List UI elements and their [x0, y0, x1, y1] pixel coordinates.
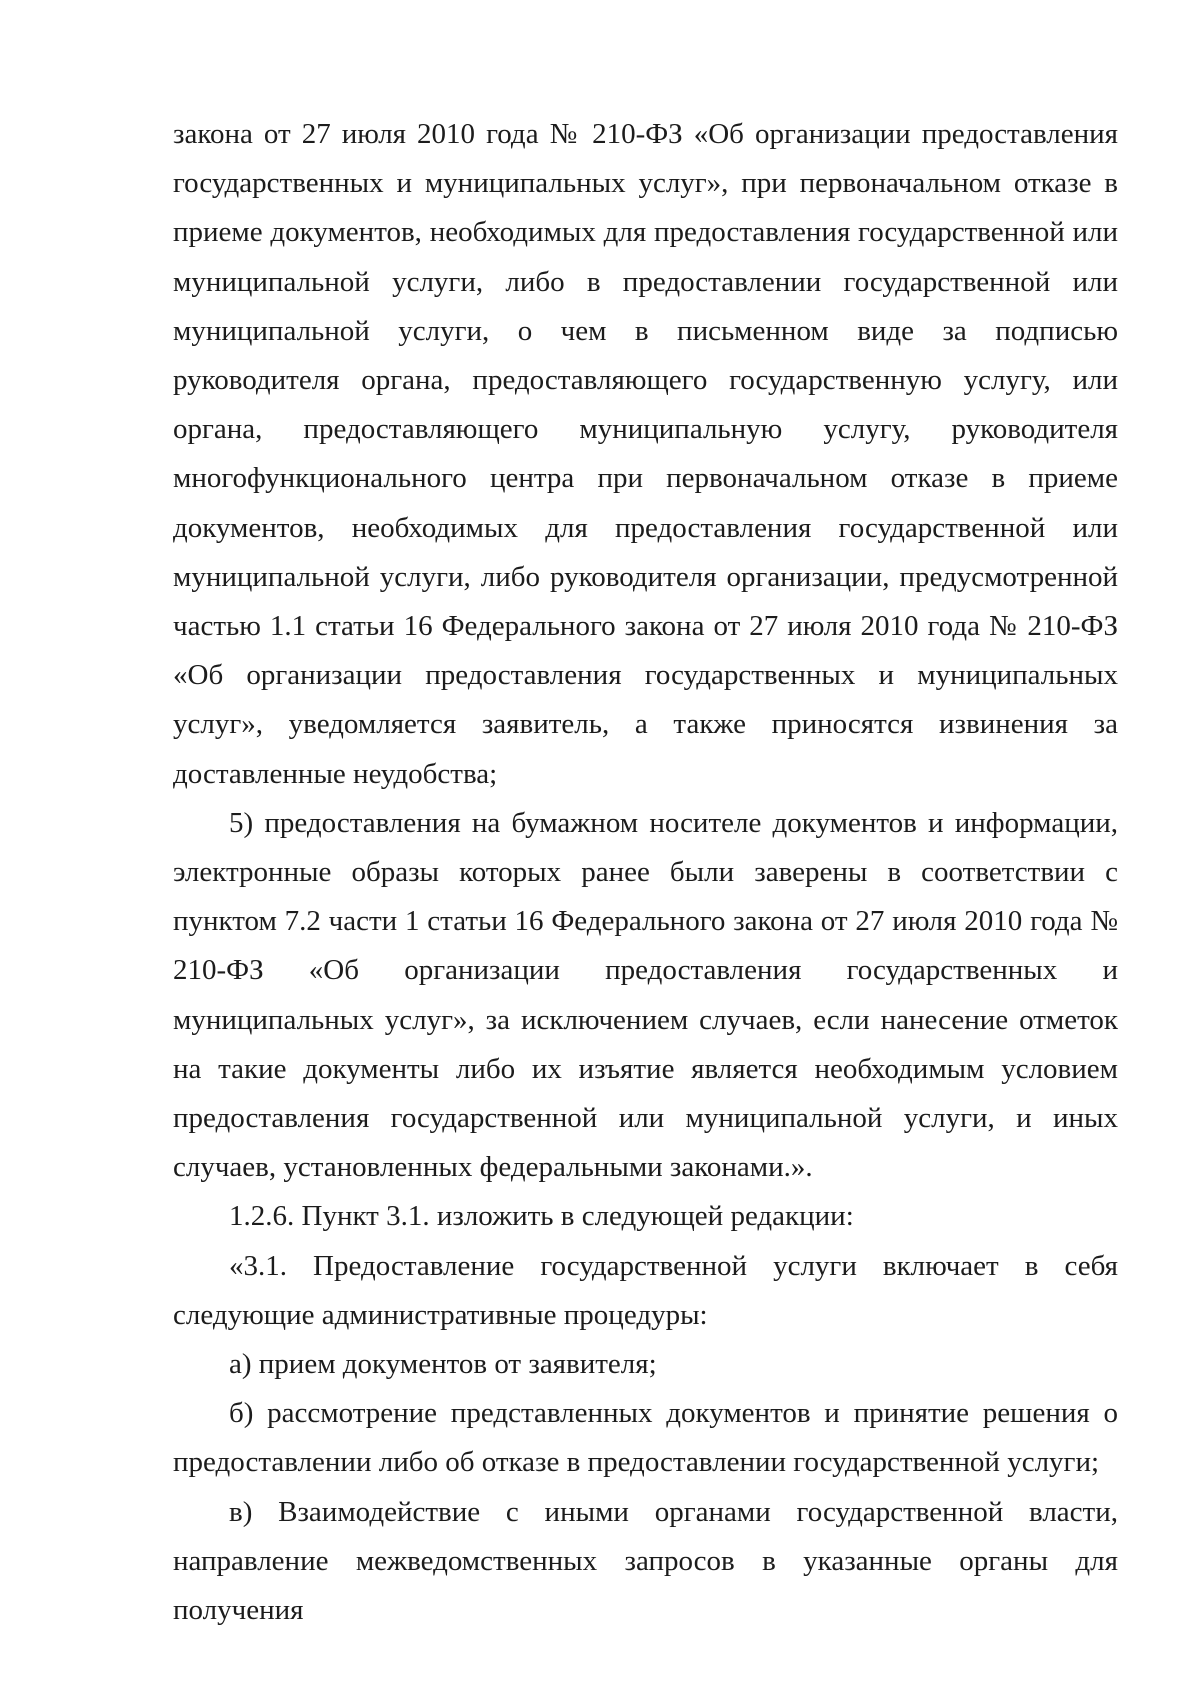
paragraph-item-b: б) рассмотрение представленных документов и принятие решения о предоставлении либо об отказе в предоставлении государственной услуги; [173, 1397, 1118, 1479]
paragraph-1-2-6: 1.2.6. Пункт 3.1. изложить в следующей редакции: [229, 1200, 854, 1233]
paragraph-item-a: а) прием документов от заявителя; [229, 1348, 657, 1381]
paragraph-item-5: 5) предоставления на бумажном носителе документов и информации, электронные образы которых ранее были заверены в соответствии с пунктом 7.2 части 1 статьи 16 Федерального закона от 27 июля 2010 года № 210-ФЗ «Об организации предоставления государственных и муниципальных услуг», за исключением случаев, если нанесение отметок на такие документы либо их изъятие является необходимым условием предоставления государственной или муниципальной услуги, и иных случаев, установленных федеральными законами.». [173, 806, 1118, 1184]
paragraph-item-v: в) Взаимодействие с иными органами государственной власти, направление межведомственных запросов в указанные органы для получения [173, 1495, 1118, 1627]
document-body [173, 110, 1118, 1635]
paragraph-3-1: «3.1. Предоставление государственной услуги включает в себя следующие административные процедуры: [173, 1249, 1118, 1331]
paragraph-continuation: закона от 27 июля 2010 года № 210-ФЗ «Об организации предоставления государственных и муниципальных услуг», при первоначальном отказе в приеме документов, необходимых для предоставления государственной или муниципальной услуги, либо в предоставлении государственной или муниципальной услуги, о чем в письменном виде за подписью руководителя органа, предоставляющего государственную услугу, или органа, предоставляющего муниципальную услугу, руководителя многофункционального центра при первоначальном отказе в приеме документов, необходимых для предоставления государственной или муниципальной услуги, либо руководителя организации, предусмотренной частью 1.1 статьи 16 Федерального закона от 27 июля 2010 года № 210-ФЗ «Об организации предоставления государственных и муниципальных услуг», уведомляется заявитель, а также приносятся извинения за доставленные неудобства; [173, 118, 1118, 790]
